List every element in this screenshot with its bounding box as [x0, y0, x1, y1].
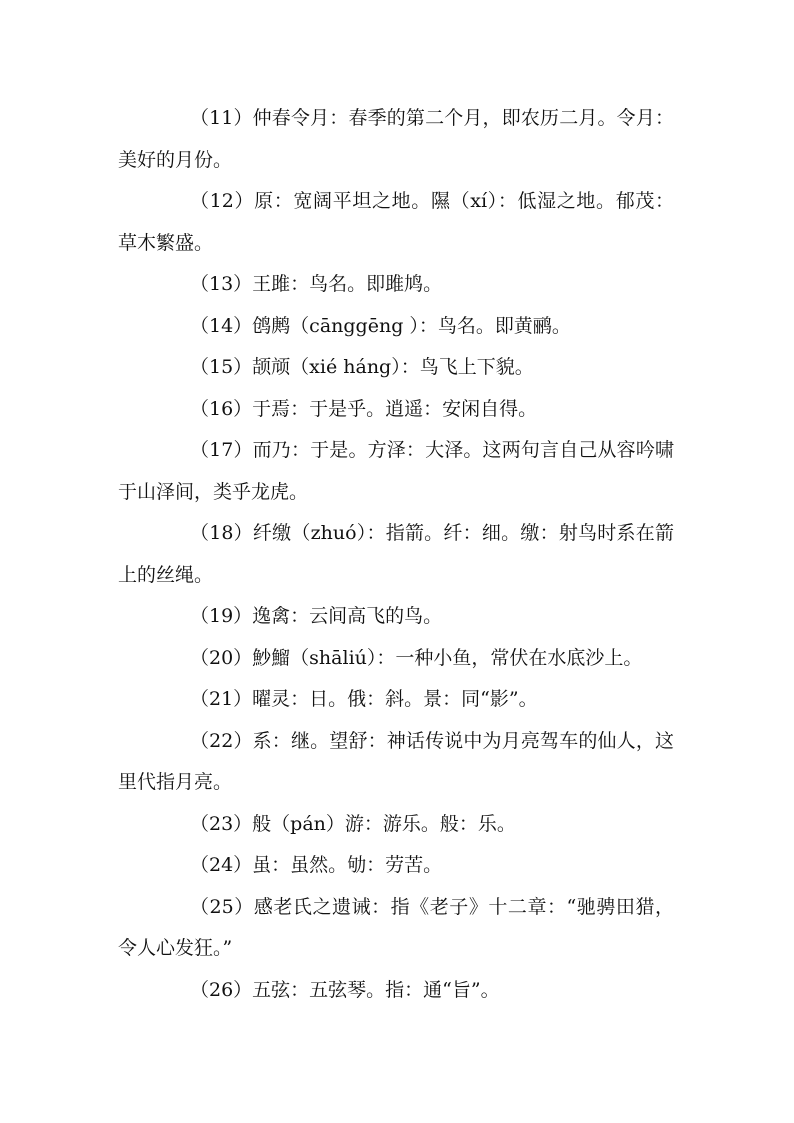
annotation-15: （15）颉颃（xié háng）：鸟飞上下貌。: [190, 356, 534, 378]
annotation-21: （21）曜灵：日。俄：斜。景：同“影”。: [190, 688, 538, 710]
annotation-22: （22）系：继。望舒：神话传说中为月亮驾车的仙人，这里代指月亮。: [118, 729, 674, 793]
annotation-20: （20）魦鰡（shāliú）：一种小鱼，常伏在水底沙上。: [190, 646, 643, 669]
annotation-25: （25）感老氏之遗诫：指《老子》十二章：“驰骋田猎，令人心发狂。”: [118, 895, 674, 959]
annotation-24: （24）虽：虽然。劬：劳苦。: [190, 854, 443, 876]
annotation-list: [118, 98, 674, 1011]
annotation-12: （12）原：宽阔平坦之地。隰（xí）：低湿之地。郁茂：草木繁盛。: [118, 190, 674, 254]
annotation-23: （23）般（pán）游：游乐。般：乐。: [190, 812, 516, 835]
annotation-14: （14）鸧鹒（cānggēng ）：鸟名。即黄鹂。: [190, 314, 571, 337]
annotation-17: （17）而乃：于是。方泽：大泽。这两句言自己从容吟啸于山泽间，类乎龙虎。: [118, 439, 674, 503]
annotation-13: （13）王雎：鸟名。即雎鸠。: [190, 273, 443, 295]
annotation-18: （18）纤缴（zhuó）：指箭。纤：细。缴：射鸟时系在箭上的丝绳。: [118, 522, 674, 586]
annotation-11: （11）仲春令月：春季的第二个月，即农历二月。令月：美好的月份。: [118, 107, 674, 171]
annotation-26: （26）五弦：五弦琴。指：通“旨”。: [190, 978, 500, 1001]
annotation-19: （19）逸禽：云间高飞的鸟。: [190, 605, 443, 627]
annotation-16: （16）于焉：于是乎。逍遥：安闲自得。: [190, 397, 538, 420]
